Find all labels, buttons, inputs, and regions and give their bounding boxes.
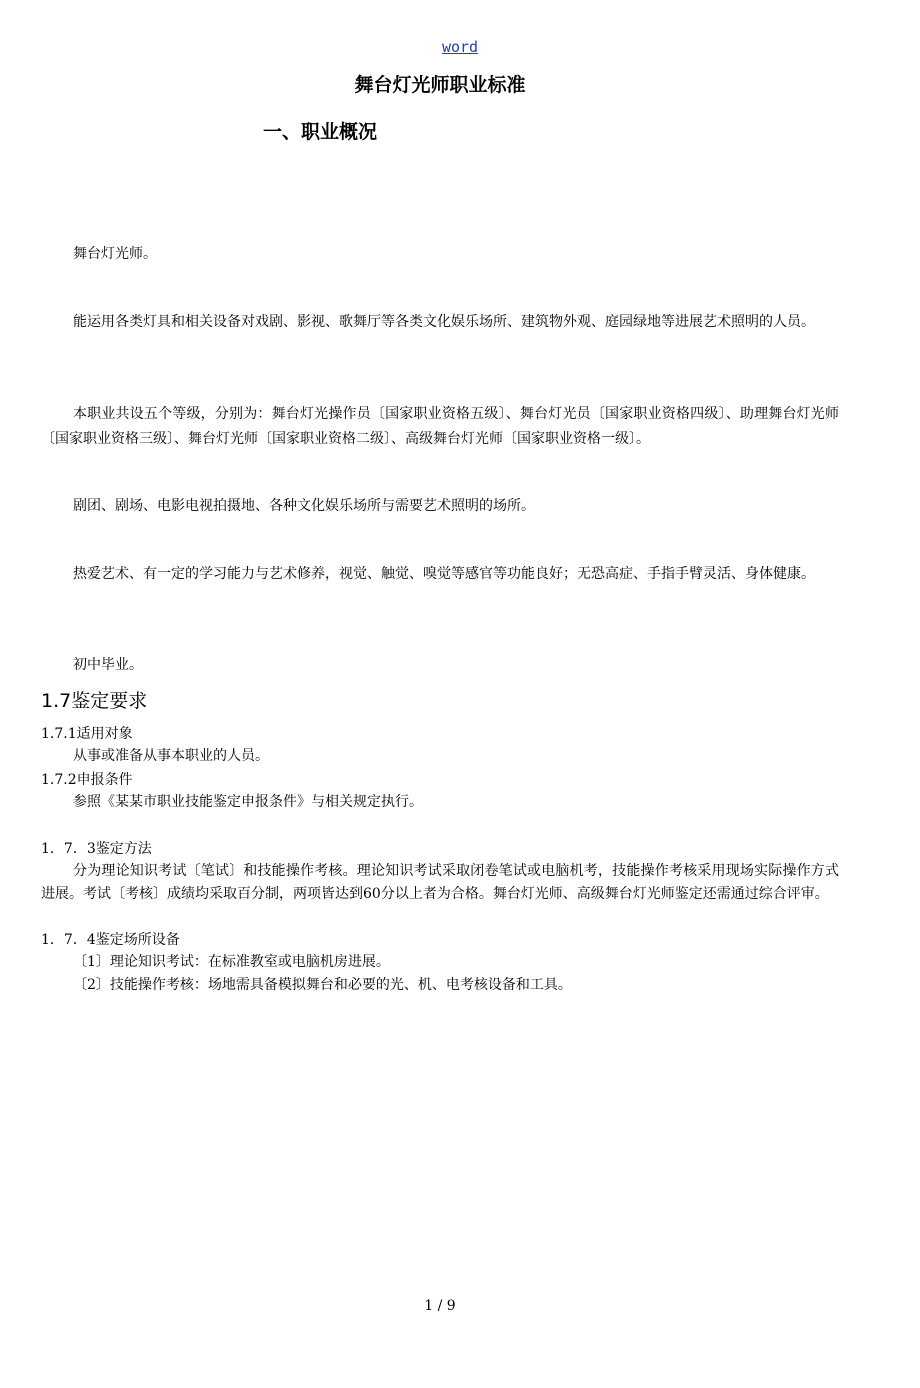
paragraph-occupation-levels: 本职业共设五个等级，分别为：舞台灯光操作员〔国家职业资格五级〕、舞台灯光员〔国家职业资格四级〕、助理舞台灯光师〔国家职业资格三级〕、舞台灯光师〔国家职业资格二级〕、高级舞台灯光师〔国家职业资格一级〕。 — [41, 406, 839, 447]
paragraph-occupation-name: 舞台灯光师。 — [73, 246, 157, 262]
paragraph-work-environment: 剧团、剧场、电影电视拍摄地、各种文化娱乐场所与需要艺术照明的场所。 — [73, 498, 535, 514]
paragraph-education-level: 初中毕业。 — [73, 657, 143, 673]
subsection-heading-application-conditions: 1.7.2申报条件 — [41, 772, 133, 788]
subsection-heading-assessment-method: 1．7．3鉴定方法 — [41, 841, 152, 857]
subsection-body-application-conditions: 参照《某某市职业技能鉴定申报条件》与相关规定执行。 — [73, 794, 423, 810]
subsection-item-skill-exam: 〔2〕技能操作考核：场地需具备模拟舞台和必要的光、机、电考核设备和工具。 — [73, 977, 572, 993]
subsection-body-applicable-persons: 从事或准备从事本职业的人员。 — [73, 748, 269, 764]
header-word-link[interactable]: word — [441, 38, 479, 56]
section-heading-assessment-requirements: 1.7鉴定要求 — [41, 690, 148, 712]
page-indicator: 1 / 9 — [424, 1298, 456, 1314]
subsection-item-theory-exam: 〔1〕理论知识考试：在标准教室或电脑机房进展。 — [73, 954, 390, 970]
document-title: 舞台灯光师职业标准 — [354, 74, 526, 96]
section-heading-career-overview: 一、职业概况 — [263, 121, 378, 143]
subsection-heading-applicable-persons: 1.7.1适用对象 — [41, 726, 133, 742]
paragraph-occupation-definition: 能运用各类灯具和相关设备对戏剧、影视、歌舞厅等各类文化娱乐场所、建筑物外观、庭园绿地等进展艺术照明的人员。 — [73, 314, 815, 330]
subsection-heading-venue-equipment: 1．7．4鉴定场所设备 — [41, 932, 180, 948]
paragraph-ability-traits: 热爱艺术、有一定的学习能力与艺术修养，视觉、触觉、嗅觉等感官等功能良好；无恐高症、手指手臂灵活、身体健康。 — [73, 566, 815, 582]
subsection-body-assessment-method: 分为理论知识考试〔笔试〕和技能操作考核。理论知识考试采取闭卷笔试或电脑机考，技能操作考核采用现场实际操作方式进展。考试〔考核〕成绩均采取百分制，两项皆达到60分以上者为合格。舞台灯光师、高级舞台灯光师鉴定还需通过综合评审。 — [41, 863, 839, 902]
